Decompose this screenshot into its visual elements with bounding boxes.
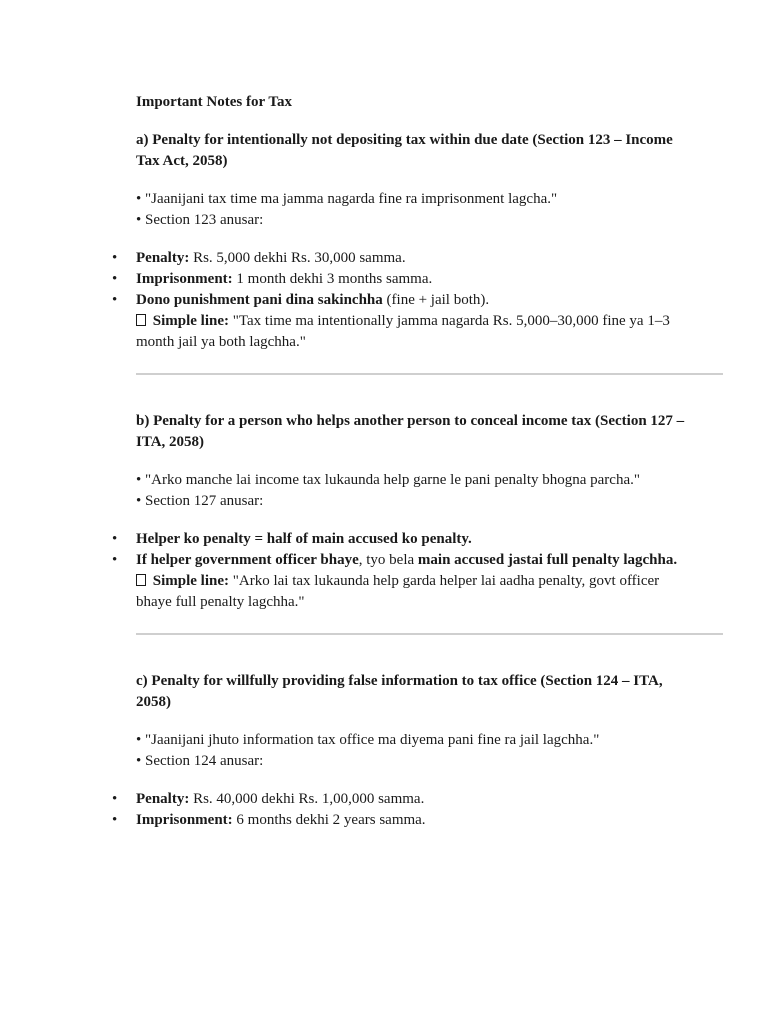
document-title: Important Notes for Tax: [136, 94, 292, 110]
section-c-heading: c) Penalty for willfully providing false information to tax office (Section 124 – ITA, 2058): [136, 673, 663, 710]
section-c-intro-line: • Section 124 anusar:: [136, 753, 264, 769]
missing-glyph-icon: [136, 574, 146, 586]
section-a-heading: a) Penalty for intentionally not depositing tax within due date (Section 123 – Income Tax Act, 2058): [136, 132, 673, 169]
list-item: • If helper government officer bhaye, tyo bela main accused jastai full penalty lagchha. Simple line: "Arko lai tax lukaunda help garda helper lai aadha penalty, govt officer bhaye full penalty lagchha.": [136, 550, 696, 613]
list-item: • Helper ko penalty = half of main accused ko penalty.: [112, 531, 472, 547]
section-a-intro: [136, 189, 696, 231]
section-divider: [136, 633, 723, 635]
document-body: [112, 92, 696, 831]
simple-line: Simple line: "Tax time ma intentionally jamma nagarda Rs. 5,000–30,000 fine ya 1–3 month jail ya both lagchha.": [136, 313, 670, 350]
section-b: [112, 411, 696, 613]
section-b-points: [112, 529, 696, 613]
list-item: • Dono punishment pani dina sakinchha (fine + jail both). Simple line: "Tax time ma intentionally jamma nagarda Rs. 5,000–30,000 fine ya 1–3 month jail ya both lagchha.": [136, 290, 696, 353]
section-c-points: [112, 789, 696, 831]
list-item: • Penalty: Rs. 5,000 dekhi Rs. 30,000 samma.: [112, 250, 406, 266]
list-item: • Penalty: Rs. 40,000 dekhi Rs. 1,00,000 samma.: [112, 791, 425, 807]
section-c-intro: [136, 730, 696, 772]
section-divider: [136, 373, 723, 375]
section-b-intro: [136, 470, 696, 512]
section-c: [112, 671, 696, 831]
section-a-intro-line: • "Jaanijani tax time ma jamma nagarda fine ra imprisonment lagcha.": [136, 191, 558, 207]
list-item: • Imprisonment: 6 months dekhi 2 years samma.: [112, 812, 426, 828]
missing-glyph-icon: [136, 314, 146, 326]
simple-line: Simple line: "Arko lai tax lukaunda help garda helper lai aadha penalty, govt officer bhaye full penalty lagchha.": [136, 573, 660, 610]
section-a-points: [112, 248, 696, 353]
section-b-intro-line: • Section 127 anusar:: [136, 493, 264, 509]
section-a: [112, 130, 696, 353]
section-b-heading: b) Penalty for a person who helps another person to conceal income tax (Section 127 – ITA, 2058): [136, 413, 685, 450]
list-item: • Imprisonment: 1 month dekhi 3 months samma.: [112, 271, 433, 287]
section-a-intro-line: • Section 123 anusar:: [136, 212, 264, 228]
section-c-intro-line: • "Jaanijani jhuto information tax office ma diyema pani fine ra jail lagchha.": [136, 732, 600, 748]
section-b-intro-line: • "Arko manche lai income tax lukaunda help garne le pani penalty bhogna parcha.": [136, 472, 640, 488]
